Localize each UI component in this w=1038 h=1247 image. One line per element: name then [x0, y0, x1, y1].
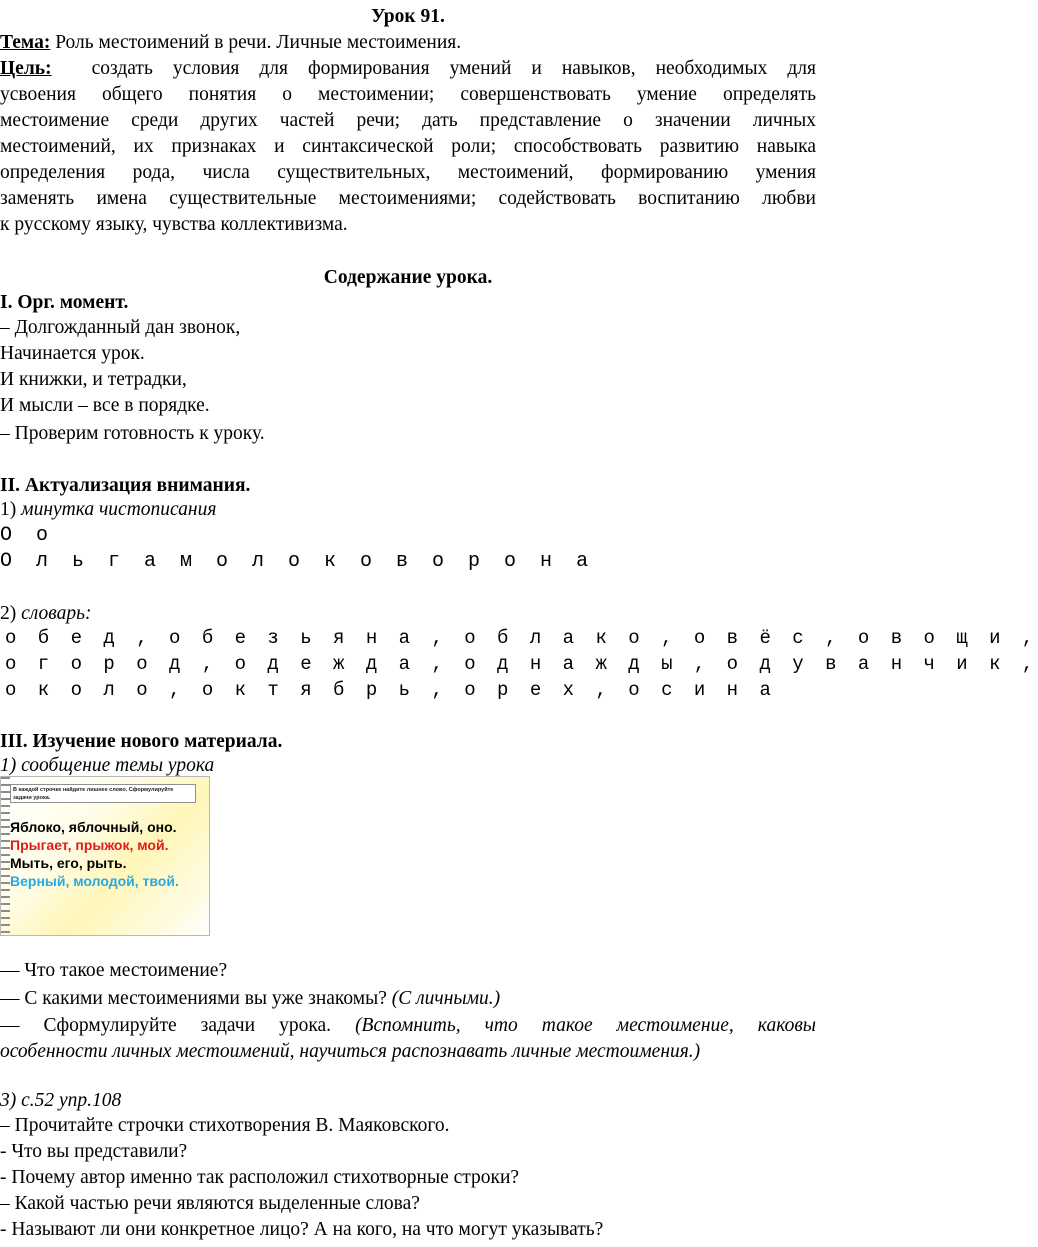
theme-label: Тема: [0, 32, 51, 53]
task-3: - Почему автор именно так расположил стихотворные строки? [0, 1167, 520, 1188]
slide-row-4: Верный, молодой, твой. [10, 873, 179, 889]
task-5: - Называют ли они конкретное лицо? А на кого, на что могут указывать? [0, 1219, 604, 1240]
goal-line-2: усвоения общего понятия о местоимении; совершенствовать умение определять [0, 84, 816, 105]
section-2-heading: II. Актуализация внимания. [0, 475, 251, 496]
readiness-line: – Проверим готовность к уроку. [0, 423, 265, 444]
slide-row-2: Прыгает, прыжок, мой. [10, 837, 169, 853]
calligraphy-title: минутка чистописания [16, 499, 217, 520]
calligraphy-label [0, 497, 216, 523]
goal-label: Цель: [0, 58, 52, 79]
question-3-answer-end: особенности личных местоимений, научиться распознавать личные местоимения.) [0, 1041, 701, 1062]
section-1-heading: I. Орг. момент. [0, 292, 129, 313]
goal-text: создать условия для формирования умений и навыков, необходимых для [91, 58, 816, 79]
section-3-heading: III. Изучение нового материала. [0, 731, 283, 752]
lesson-title: Урок 91. [371, 6, 445, 27]
question-2-answer: (С личными.) [391, 988, 501, 1009]
vocab-label [0, 601, 91, 627]
poem-line-4: И мысли – все в порядке. [0, 395, 210, 416]
lesson-slide-image [0, 776, 210, 936]
goal-line-5: определения рода, числа существительных, местоимений, формированию умения [0, 162, 816, 183]
goal-line-3: местоимение среди других частей речи; дать представление о значении личных [0, 110, 816, 131]
vocab-row-1: о б е д , о б е з ь я н а , о б л а к о , о в ё с , о в о щ и , [5, 627, 1038, 649]
task-1: – Прочитайте строчки стихотворения В. Маяковского. [0, 1115, 450, 1136]
item-number: 1) [0, 499, 17, 520]
goal-line-1 [0, 56, 816, 82]
vocab-title: словарь: [16, 603, 92, 624]
content-heading: Содержание урока. [323, 267, 493, 288]
notebook-spiral [1, 777, 10, 935]
topic-message-label: 1) сообщение темы урока [0, 755, 215, 776]
poem-line-2: Начинается урок. [0, 343, 145, 364]
task-2: - Что вы представили? [0, 1141, 188, 1162]
poem-line-1: – Долгожданный дан звонок, [0, 317, 241, 338]
question-2 [0, 986, 500, 1012]
vocab-row-2: о г о р о д , о д е ж д а , о д н а ж д ы , о д у в а н ч и к , [5, 653, 1038, 675]
theme-line [0, 30, 461, 56]
vocab-row-3: о к о л о , о к т я б р ь , о р е х , о с и н а [5, 679, 776, 701]
goal-line-6: заменять имена существительные местоимениями; содействовать воспитанию любви [0, 188, 816, 209]
slide-row-3: Мыть, его, рыть. [10, 855, 127, 871]
item-number: 2) [0, 603, 17, 624]
question-3 [0, 1013, 816, 1039]
task-4: – Какой частью речи являются выделенные слова? [0, 1193, 420, 1214]
goal-line-7: к русскому языку, чувства коллективизма. [0, 214, 348, 235]
question-3-text: — Сформулируйте задачи урока. [0, 1015, 356, 1036]
calligraphy-row-1: О о [0, 524, 55, 547]
calligraphy-row-2: О л ь г а м о л о к о в о р о н а [0, 550, 595, 573]
goal-line-4: местоимений, их признаках и синтаксической роли; способствовать развитию навыка [0, 136, 816, 157]
poem-line-3: И книжки, и тетрадки, [0, 369, 187, 390]
exercise-label: 3) с.52 упр.108 [0, 1090, 122, 1111]
slide-row-1: Яблоко, яблочный, оно. [10, 819, 177, 835]
slide-instruction: В каждой строчке найдите лишнее слово. Сформулируйте задачи урока. [10, 784, 196, 803]
theme-text: Роль местоимений в речи. Личные местоимения. [50, 32, 462, 53]
question-2-text: — С какими местоимениями вы уже знакомы? [0, 988, 392, 1009]
question-1: — Что такое местоимение? [0, 960, 228, 981]
question-3-answer-start: (Вспомнить, что такое местоимение, каковы [355, 1015, 816, 1036]
